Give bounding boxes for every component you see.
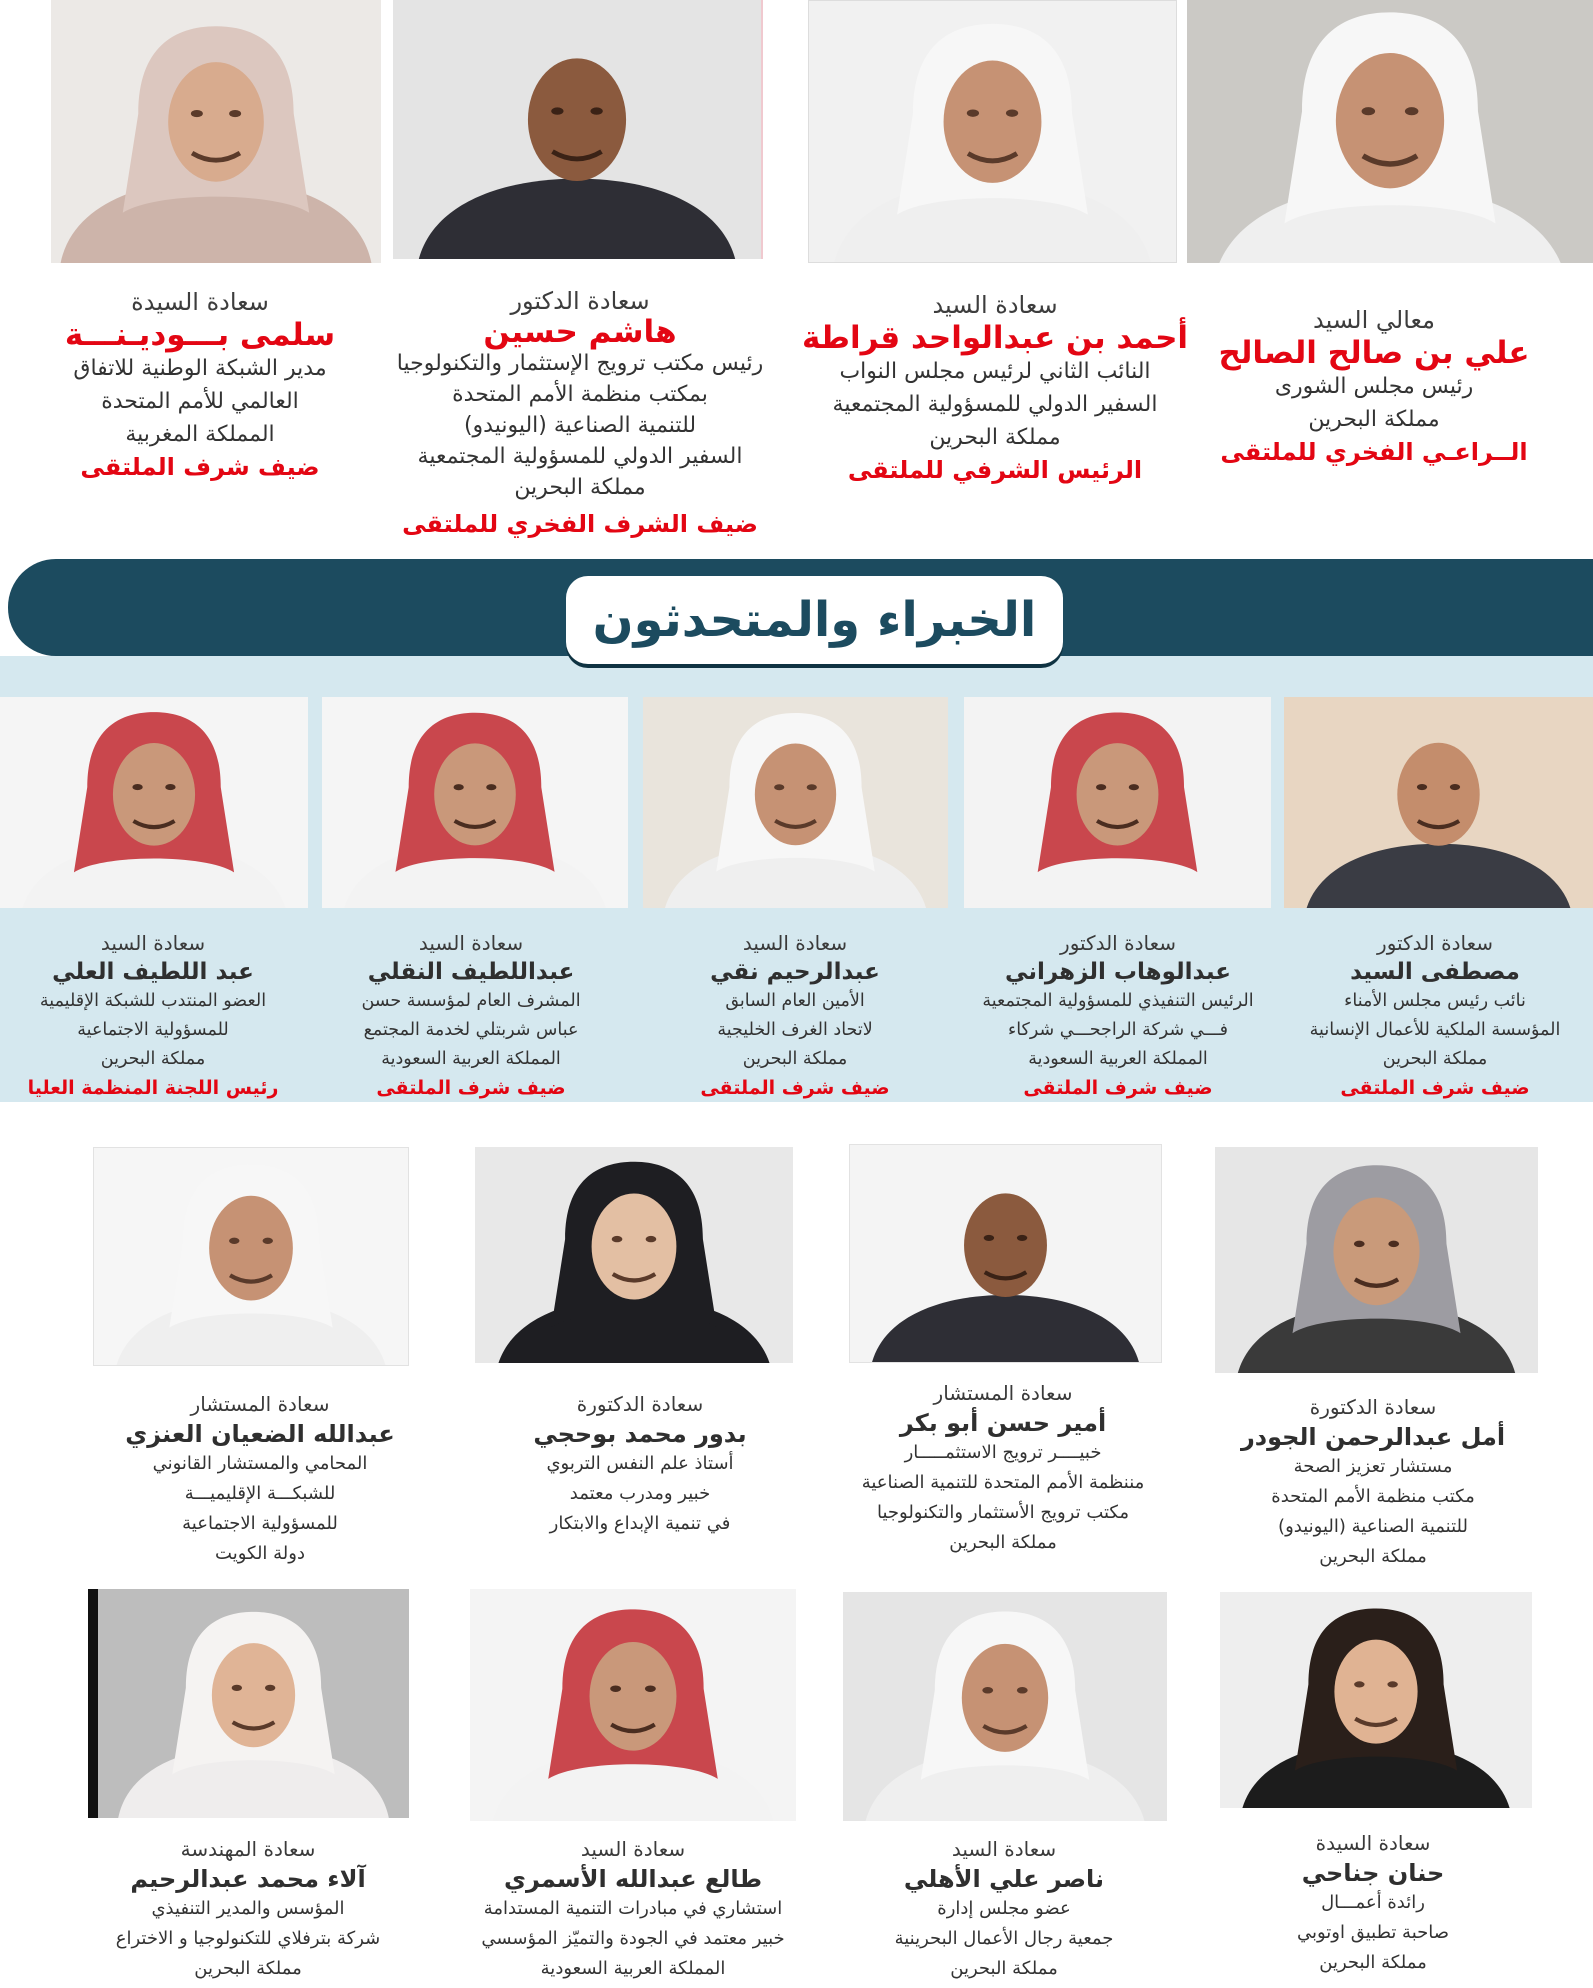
title-line: المملكة المغربية	[125, 422, 275, 447]
title-line: المملكة العربية السعودية	[540, 1958, 726, 1979]
title-line: عضو مجلس إدارة	[937, 1898, 1071, 1919]
title-line: مكتب ترويج الأستثمار والتكنولوجيا	[876, 1502, 1130, 1523]
role-label: ضيف شرف الملتقى	[700, 1077, 890, 1099]
title-line: استشاري في مبادرات التنمية المستدامة	[483, 1898, 783, 1919]
role-label: ضيف الشرف الفخري للملتقى	[402, 510, 758, 538]
honorific: سعادة السيد	[951, 1837, 1057, 1861]
portrait-photo	[849, 1144, 1162, 1363]
portrait-photo	[93, 1147, 409, 1366]
portrait-photo	[1187, 0, 1593, 263]
speaker-card	[90, 1389, 430, 1569]
title-line: للمسؤولية الاجتماعية	[77, 1020, 229, 1040]
portrait-photo	[964, 697, 1271, 908]
person-name: آلاء محمد عبدالرحيم	[130, 1865, 366, 1893]
honorific: سعادة الدكتور	[1060, 931, 1176, 955]
honorific: سعادة الدكتور	[510, 287, 650, 315]
person-name: عبداللطيف النقلي	[367, 959, 575, 985]
honorific: سعادة السيد	[932, 291, 1058, 319]
title-line: مملكة البحرين	[1308, 407, 1440, 432]
honorific: سعادة السيد	[418, 931, 524, 955]
role-label: ضيف شرف الملتقى	[1340, 1077, 1530, 1099]
speaker-card	[1203, 1828, 1543, 1978]
portrait-photo	[0, 697, 308, 908]
honorific: سعادة الدكتورة	[576, 1392, 704, 1416]
title-line: مملكة البحرين	[514, 475, 646, 500]
title-line: رئيس مجلس الشورى	[1274, 374, 1474, 399]
title-line: الرئيس التنفيذي للمسؤولية المجتمعية	[982, 991, 1254, 1011]
speaker-card	[433, 1834, 833, 1984]
role-label: ضيف شرف الملتقى	[1023, 1077, 1213, 1099]
title-line: لاتحاد الغرف الخليجية	[717, 1020, 873, 1040]
role-label: ضيف شرف الملتقى	[80, 453, 320, 481]
title-line: الأمين العام السابق	[725, 991, 865, 1011]
section-title: الخبراء والمتحدثون	[592, 592, 1037, 648]
title-line: مملكة البحرين	[1319, 1952, 1427, 1973]
title-line: مملكة البحرين	[950, 1958, 1058, 1979]
role-label: الــراعـي الفخري للملتقى	[1220, 438, 1528, 466]
speaker-card	[834, 1834, 1174, 1984]
title-line: رائدة أعمـــال	[1321, 1892, 1425, 1913]
section-title-tab	[566, 576, 1063, 664]
portrait-photo	[843, 1592, 1167, 1821]
title-line: المحامي والمستشار القانوني	[152, 1453, 368, 1474]
person-name: عبدالرحيم نقي	[710, 959, 880, 985]
title-line: مستشار تعزيز الصحة	[1293, 1456, 1453, 1477]
honorific: معالي السيد	[1313, 306, 1435, 334]
guest-card	[1282, 929, 1588, 1103]
title-line: مملكة البحرين	[1319, 1546, 1427, 1567]
speaker-card	[78, 1834, 418, 1984]
person-name: عبدالوهاب الزهراني	[1005, 959, 1231, 985]
person-name: مصطفى السيد	[1350, 959, 1520, 985]
person-name: بدور محمد بوحجي	[533, 1420, 747, 1448]
title-line: المؤسسة الملكية للأعمال الإنسانية	[1309, 1020, 1561, 1040]
patron-card	[795, 289, 1195, 487]
title-line: العضو المنتدب للشبكة الإقليمية	[39, 991, 267, 1011]
portrait-photo	[322, 697, 628, 908]
portrait-photo	[470, 1589, 796, 1821]
person-name: ناصر علي الأهلي	[903, 1865, 1105, 1893]
person-name: حنان جناحي	[1301, 1859, 1445, 1887]
title-line: خبير ومدرب معتمد	[569, 1483, 711, 1504]
title-line: خبير معتمد في الجودة والتميّز المؤسسي	[481, 1928, 785, 1949]
title-line: مملكة البحرين	[100, 1049, 206, 1069]
title-line: المملكة العربية السعودية	[1028, 1049, 1208, 1069]
guest-card	[645, 929, 945, 1103]
role-label: الرئيس الشرفي للملتقى	[847, 456, 1143, 484]
guest-card	[316, 929, 626, 1103]
portrait-photo	[88, 1589, 409, 1818]
speaker-card	[823, 1378, 1183, 1558]
title-line: السفير الدولي للمسؤولية المجتمعية	[832, 392, 1158, 417]
title-line: السفير الدولي للمسؤولية المجتمعية	[417, 444, 743, 469]
patron-card	[1174, 304, 1574, 469]
title-line: مننظمة الأمم المتحدة للتنمية الصناعية	[861, 1472, 1145, 1493]
role-label: ضيف شرف الملتقى	[376, 1077, 566, 1099]
guest-card	[963, 929, 1273, 1103]
title-line: مملكة البحرين	[194, 1958, 302, 1979]
person-name: عبد اللطيف العلي	[52, 959, 254, 985]
title-line: النائب الثاني لرئيس مجلس النواب	[839, 359, 1151, 384]
person-name: هاشم حسين	[483, 314, 677, 350]
honorific: سعادة المهندسة	[180, 1837, 316, 1861]
title-line: مملكة البحرين	[949, 1532, 1057, 1553]
person-name: عبدالله الضعيان العنزي	[125, 1420, 395, 1448]
title-line: مملكة البحرين	[929, 425, 1061, 450]
honorific: سعادة السيد	[580, 1837, 686, 1861]
title-line: أستاذ علم النفس التربوي	[546, 1453, 734, 1474]
title-line: المؤسس والمدير التنفيذي	[151, 1898, 345, 1919]
title-line: مدير الشبكة الوطنية للاتفاق	[73, 356, 327, 381]
title-line: في تنمية الإبداع والابتكار	[549, 1513, 731, 1534]
speaker-card	[1203, 1392, 1543, 1572]
honorific: سعادة السيد	[100, 931, 206, 955]
title-line: بمكتب منظمة الأمم المتحدة	[452, 382, 708, 407]
portrait-photo	[475, 1147, 793, 1363]
title-line: مكتب منظمة الأمم المتحدة	[1271, 1486, 1475, 1507]
guest-card	[0, 929, 306, 1103]
role-label: رئيس اللجنة المنظمة العليا	[27, 1077, 279, 1099]
honorific: سعادة المستشار	[190, 1392, 330, 1416]
honorific: سعادة المستشار	[933, 1381, 1073, 1405]
person-name: سلمى بـــوديـنـــة	[64, 317, 336, 353]
title-line: عباس شربتلي لخدمة المجتمع	[363, 1020, 579, 1040]
title-line: دولة الكويت	[215, 1543, 305, 1564]
person-name: أمير حسن أبو بكر	[899, 1409, 1107, 1437]
person-name: طالع عبدالله الأسمري	[503, 1865, 763, 1893]
portrait-photo	[1220, 1592, 1532, 1808]
title-line: رئيس مكتب ترويج الإستثمار والتكنولوجيا	[396, 351, 764, 376]
title-line: خبيــــر ترويج الاستثمـــــار	[904, 1442, 1102, 1463]
title-line: المملكة العربية السعودية	[381, 1049, 561, 1069]
title-line: للتنمية الصناعية (اليونيدو)	[1278, 1516, 1468, 1537]
patron-card	[360, 286, 800, 540]
portrait-photo	[1215, 1147, 1538, 1373]
portrait-photo	[51, 0, 381, 263]
honorific: سعادة السيدة	[131, 288, 269, 316]
portrait-photo	[808, 0, 1177, 263]
person-name: علي بن صالح الصالح	[1218, 335, 1530, 371]
person-name: أحمد بن عبدالواحد قراطة	[801, 320, 1189, 356]
title-line: فـــي شركة الراجحـــي شركاء	[1007, 1020, 1229, 1040]
person-name: أمل عبدالرحمن الجودر	[1240, 1423, 1506, 1451]
title-line: صاحبة تطبيق اوتوبي	[1296, 1922, 1450, 1943]
title-line: نائب رئيس مجلس الأمناء	[1344, 991, 1526, 1011]
honorific: سعادة الدكتور	[1377, 931, 1493, 955]
honorific: سعادة السيدة	[1315, 1831, 1431, 1855]
title-line: للمسؤولية الاجتماعية	[182, 1513, 338, 1534]
title-line: للتنمية الصناعية (اليونيدو)	[463, 413, 697, 438]
title-line: شركة بترفلاي للتكنولوجيا و الاختراع	[115, 1928, 381, 1949]
portrait-photo	[643, 697, 948, 908]
title-line: المشرف العام لمؤسسة حسن	[361, 991, 581, 1011]
title-line: مملكة البحرين	[742, 1049, 848, 1069]
speaker-card	[470, 1389, 810, 1539]
title-line: العالمي للأمم المتحدة	[101, 389, 299, 414]
title-line: مملكة البحرين	[1382, 1049, 1488, 1069]
honorific: سعادة السيد	[742, 931, 848, 955]
honorific: سعادة الدكتورة	[1309, 1395, 1437, 1419]
patron-card	[10, 286, 390, 484]
title-line: جمعية رجال الأعمال البحرينية	[894, 1928, 1114, 1949]
portrait-photo	[1284, 697, 1593, 908]
portrait-photo	[393, 0, 763, 259]
title-line: للشبكـــة الإقليميـــة	[184, 1483, 336, 1504]
